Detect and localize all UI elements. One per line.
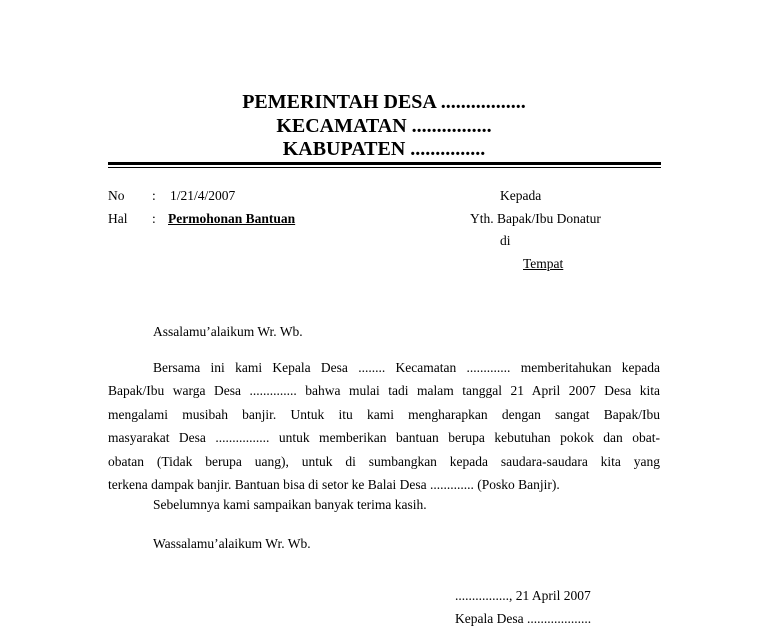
body-line: obatan (Tidak berupa uang), untuk di sumbangkan kepada saudara-saudara kita yang bbox=[108, 453, 660, 469]
recipient-kepada: Kepada bbox=[500, 188, 542, 203]
recipient-name: Yth. Bapak/Ibu Donatur bbox=[470, 211, 601, 226]
recipient-place: Tempat bbox=[523, 256, 564, 271]
closing-salutation: Wassalamu’alaikum Wr. Wb. bbox=[153, 536, 311, 551]
signature-date: ................, 21 April 2007 bbox=[455, 588, 591, 603]
no-label: No bbox=[108, 188, 125, 203]
recipient-di: di bbox=[500, 233, 511, 248]
signature-title: Kepala Desa ................... bbox=[455, 611, 592, 626]
letterhead-rule-thin bbox=[108, 167, 661, 168]
body-line: Bapak/Ibu warga Desa .............. bahwa mulai tadi malam tanggal 21 April 2007 Desa kita bbox=[108, 383, 660, 399]
no-value: 1/21/4/2007 bbox=[170, 188, 236, 203]
body-line: masyarakat Desa ................ untuk memberikan bantuan berupa kebutuhan pokok dan obat- bbox=[108, 430, 660, 446]
hal-separator: : bbox=[152, 211, 156, 226]
greeting: Assalamu’alaikum Wr. Wb. bbox=[153, 324, 303, 339]
body-line: Bersama ini kami Kepala Desa ........ Kecamatan ............. memberitahukan kepada bbox=[153, 360, 660, 375]
no-separator: : bbox=[152, 188, 156, 203]
letterhead-line-3: KABUPATEN ............... bbox=[282, 138, 486, 160]
body-line: terkena dampak banjir. Bantuan bisa di setor ke Balai Desa ............. (Posko Banjir). bbox=[108, 477, 560, 493]
hal-value: Permohonan Bantuan bbox=[168, 211, 296, 226]
letterhead-line-1: PEMERINTAH DESA ................. bbox=[242, 91, 526, 113]
body-line: mengalami musibah banjir. Untuk itu kami mengharapkan dengan sangat Bapak/Ibu bbox=[108, 406, 660, 422]
letterhead-rule-thick bbox=[108, 162, 661, 165]
hal-label: Hal bbox=[108, 211, 128, 226]
thanks-line: Sebelumnya kami sampaikan banyak terima kasih. bbox=[153, 497, 427, 512]
body-paragraph bbox=[108, 356, 660, 496]
letterhead-line-2: KECAMATAN ................ bbox=[276, 115, 492, 137]
